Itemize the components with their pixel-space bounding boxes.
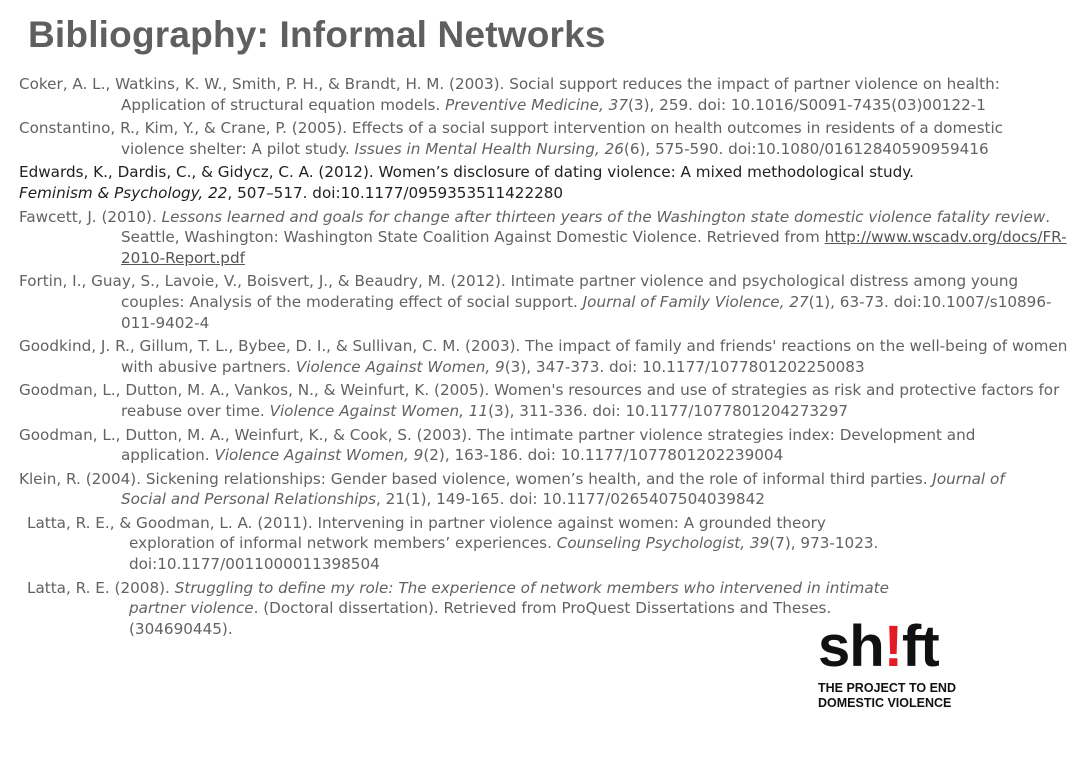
reference-item <box>19 469 1051 510</box>
reference-item <box>27 513 899 575</box>
reference-source: Violence Against Women, 11 <box>269 401 489 420</box>
reference-source: Violence Against Women, 9 <box>295 357 505 376</box>
logo-tagline-line: THE PROJECT TO END <box>818 681 956 695</box>
reference-item <box>19 207 1091 269</box>
logo-tagline-line: DOMESTIC VIOLENCE <box>818 696 952 710</box>
reference-source: Counseling Psychologist, 39 <box>556 534 770 553</box>
reference-details: (1), 63-73. doi:10.1007/s10896-011-9402-4 <box>121 292 1052 332</box>
reference-text: Fortin, I., Guay, S., Lavoie, V., Boisvert, J., & Beaudry, M. (2012). Intimate partner violence and psychological distress among young couples: Analysis of the moderating effect of social support. <box>19 272 1019 311</box>
reference-details: (7), 973-1023. doi:10.1177/0011000011398504 <box>129 534 879 574</box>
reference-item <box>19 118 1051 159</box>
reference-source: Journal of Social and Personal Relationships <box>121 469 1005 509</box>
reference-details: (2), 163-186. doi: 10.1177/1077801202239004 <box>423 446 784 465</box>
shift-logo <box>818 614 988 711</box>
reference-details: (3), 311-336. doi: 10.1177/1077801204273297 <box>488 401 849 420</box>
reference-source: Preventive Medicine, 37 <box>445 95 628 114</box>
reference-text: Klein, R. (2004). Sickening relationships: Gender based violence, women’s health, and the role of informal third parties. <box>19 469 933 488</box>
logo-wordmark <box>818 614 988 679</box>
reference-details: (6), 575-590. doi:10.1080/01612840590959416 <box>623 139 989 158</box>
reference-item <box>19 336 1086 377</box>
reference-item <box>19 271 1076 333</box>
reference-list <box>19 74 1068 642</box>
page-title: Bibliography: Informal Networks <box>28 14 606 55</box>
logo-tagline <box>818 681 988 711</box>
reference-link[interactable]: http://www.wscadv.org/docs/FR-2010-Report.pdf <box>121 228 1067 267</box>
reference-text: Latta, R. E., & Goodman, L. A. (2011). Intervening in partner violence against women: A grounded theory exploration of informal network members’ experiences. <box>27 513 826 553</box>
reference-text: Goodman, L., Dutton, M. A., Vankos, N., & Weinfurt, K. (2005). Women's resources and use of strategies as risk and protective factors for reabuse over time. <box>19 381 1060 420</box>
reference-details: . Seattle, Washington: Washington State Coalition Against Domestic Violence. Retrieved from <box>121 207 1051 247</box>
reference-details: (3), 347-373. doi: 10.1177/1077801202250083 <box>504 357 865 376</box>
reference-source: Issues in Mental Health Nursing, 26 <box>354 139 624 158</box>
reference-text: Goodkind, J. R., Gillum, T. L., Bybee, D. I., & Sullivan, C. M. (2003). The impact of family and friends' reactions on the well-being of women with abusive partners. <box>19 337 1068 376</box>
reference-text: Constantino, R., Kim, Y., & Crane, P. (2005). Effects of a social support intervention on health outcomes in residents of a domestic violence shelter: A pilot study. <box>19 119 1004 158</box>
reference-text: Fawcett, J. (2010). <box>19 207 162 226</box>
reference-text: Coker, A. L., Watkins, K. W., Smith, P. H., & Brandt, H. M. (2003). Social support reduces the impact of partner violence on health: Application of structural equation models. <box>19 75 1000 114</box>
reference-details: , 507–517. doi:10.1177/0959353511422280 <box>227 183 564 202</box>
reference-item <box>19 162 919 203</box>
reference-text: Edwards, K., Dardis, C., & Gidycz, C. A. (2012). Women’s disclosure of dating violence: A mixed methodological study. <box>19 163 914 182</box>
reference-item <box>19 74 1081 115</box>
reference-source: Journal of Family Violence, 27 <box>582 292 809 311</box>
reference-source: Struggling to define my role: The experience of network members who intervened in intimate partner violence <box>129 578 889 618</box>
logo-word-start: sh <box>818 614 884 679</box>
reference-text: Goodman, L., Dutton, M. A., Weinfurt, K., & Cook, S. (2003). The intimate partner violence strategies index: Development and application. <box>19 425 976 465</box>
reference-text: Latta, R. E. (2008). <box>27 578 175 597</box>
reference-details: , 21(1), 149-165. doi: 10.1177/0265407504039842 <box>376 490 765 509</box>
reference-details: . (Doctoral dissertation). Retrieved from ProQuest Dissertations and Theses. (304690445). <box>129 599 832 638</box>
reference-item <box>19 380 1066 421</box>
reference-source: Feminism & Psychology, 22 <box>19 183 228 202</box>
reference-item <box>19 425 1066 466</box>
reference-source: Lessons learned and goals for change after thirteen years of the Washington state domestic violence fatality review <box>161 207 1046 226</box>
reference-details: (3), 259. doi: 10.1016/S0091-7435(03)00122-1 <box>628 95 986 114</box>
logo-exclamation: ! <box>883 614 903 679</box>
reference-source: Violence Against Women, 9 <box>214 446 424 465</box>
reference-item <box>27 578 889 640</box>
logo-word-end: ft <box>902 614 939 679</box>
